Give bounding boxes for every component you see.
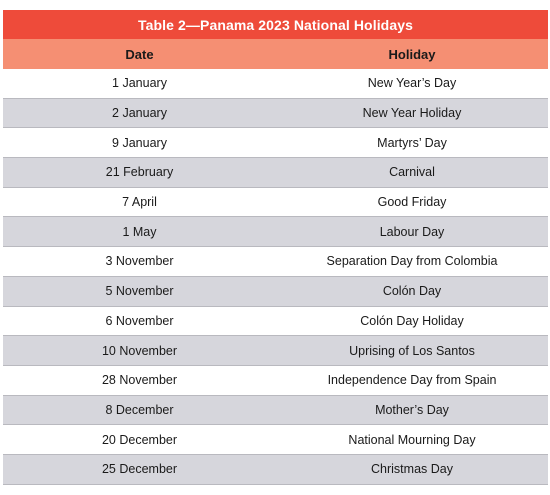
table-row [3,158,548,188]
holiday-cell: Labour Day [379,224,445,239]
date-cell: 10 November [101,343,178,358]
header-date: Date [125,46,154,62]
table-row [3,128,548,158]
table-row [3,277,548,307]
holiday-cell: Colón Day [382,284,442,299]
holiday-cell: Carnival [389,165,435,180]
date-cell: 25 December [101,462,178,477]
holiday-cell: National Mourning Day [348,432,476,447]
holiday-cell: Separation Day from Colombia [326,254,498,269]
table-row [3,455,548,485]
date-cell: 8 December [105,402,174,417]
date-cell: 1 May [122,224,157,239]
date-cell: 5 November [105,284,174,299]
date-cell: 7 April [122,195,157,210]
date-cell: 3 November [105,254,174,269]
holiday-cell: Martyrs’ Day [377,135,447,150]
date-cell: 21 February [105,165,174,180]
date-cell: 1 January [112,76,167,91]
table-row [3,99,548,129]
holiday-cell: New Year Holiday [362,106,462,121]
table-body [3,69,548,485]
date-cell: 6 November [105,313,174,328]
table-row [3,366,548,396]
table-row [3,307,548,337]
holiday-cell: Mother’s Day [375,402,449,417]
table-row [3,188,548,218]
holidays-table [3,10,548,485]
table-title: Table 2—Panama 2023 National Holidays [3,10,548,39]
holiday-cell: Uprising of Los Santos [349,343,475,358]
holiday-cell: Colón Day Holiday [360,313,464,328]
table-row [3,396,548,426]
table-row [3,247,548,277]
table-row [3,217,548,247]
table-row [3,336,548,366]
header-holiday: Holiday [388,46,436,62]
date-cell: 28 November [101,373,178,388]
holiday-cell: New Year’s Day [367,76,457,91]
holiday-cell: Christmas Day [371,462,453,477]
table-row [3,425,548,455]
table-row [3,69,548,99]
date-cell: 20 December [101,432,178,447]
date-cell: 9 January [112,135,167,150]
table-header-row [3,39,548,69]
holiday-cell: Independence Day from Spain [327,373,497,388]
date-cell: 2 January [112,106,167,121]
holiday-cell: Good Friday [377,195,447,210]
